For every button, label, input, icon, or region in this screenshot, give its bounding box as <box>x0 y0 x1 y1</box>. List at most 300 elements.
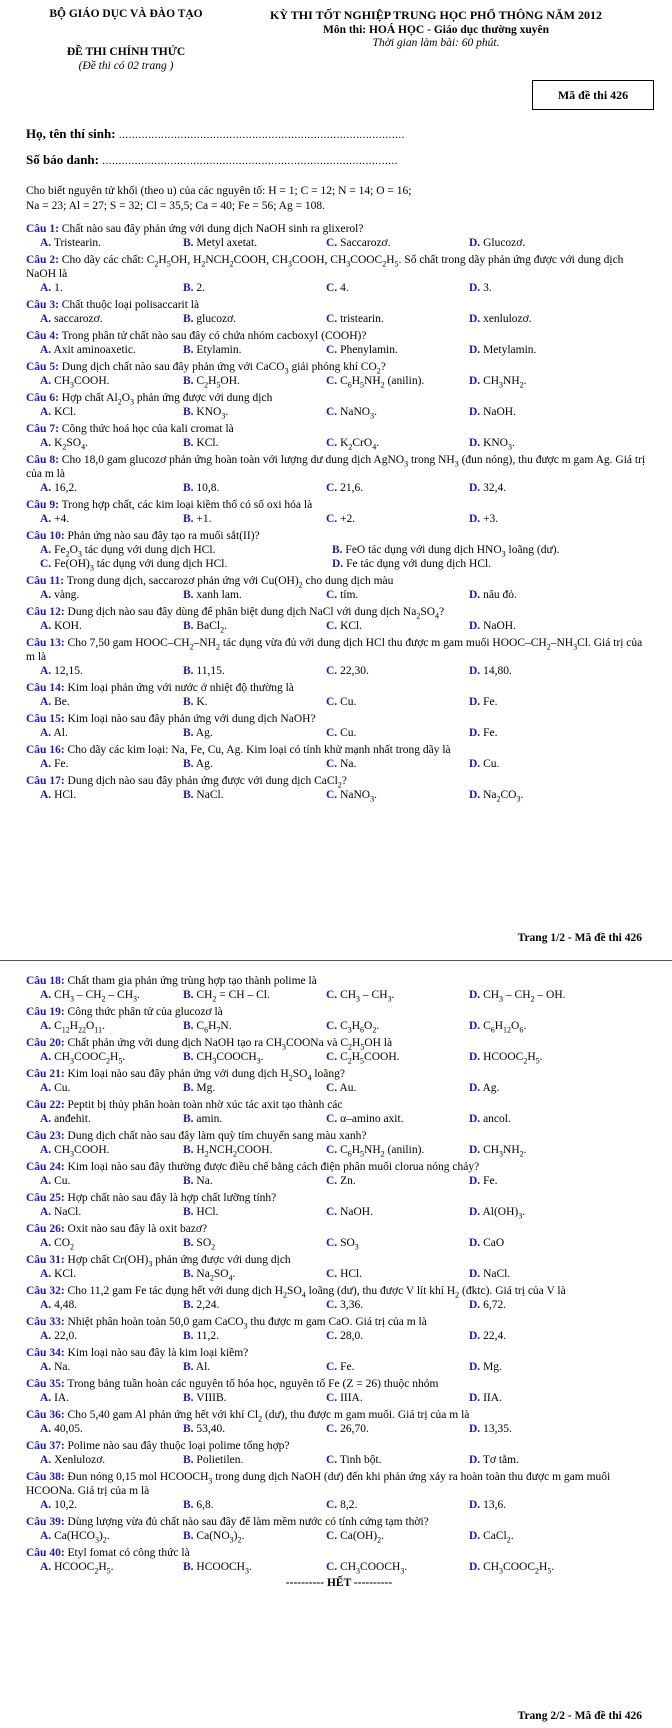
option-letter: C. <box>326 1051 338 1063</box>
question <box>26 253 652 295</box>
answer-options <box>26 1529 652 1543</box>
exam-title: KỲ THI TỐT NGHIỆP TRUNG HỌC PHỔ THÔNG NĂM 2012 <box>270 8 602 22</box>
answer-option <box>40 1112 183 1126</box>
question <box>26 1222 652 1250</box>
answer-options <box>26 281 652 295</box>
answer-option <box>40 481 183 495</box>
option-letter: C. <box>40 558 52 570</box>
option-letter: B. <box>183 989 194 1001</box>
question-text: Phản ứng nào sau đây tạo ra muối sắt(II)? <box>67 530 260 542</box>
question <box>26 1470 652 1512</box>
answer-option <box>40 405 183 419</box>
header-left <box>26 8 226 72</box>
option-text: +1. <box>196 513 212 525</box>
masses-line-2: Na = 23; Al = 27; S = 32; Cl = 35,5; Ca = 40; Fe = 56; Ag = 108. <box>26 200 326 212</box>
option-letter: D. <box>469 482 481 494</box>
question-stem <box>26 222 652 236</box>
answer-option <box>326 281 469 295</box>
answer-option <box>40 1236 183 1250</box>
question-label: Câu 8: <box>26 454 59 466</box>
answer-option <box>469 1498 612 1512</box>
option-text: xanh lam. <box>196 589 242 601</box>
option-letter: D. <box>469 1361 481 1373</box>
answer-option <box>40 1050 183 1064</box>
answer-option <box>40 436 183 450</box>
ministry-name: BỘ GIÁO DỤC VÀ ĐÀO TẠO <box>49 8 203 20</box>
option-letter: C. <box>326 313 338 325</box>
option-letter: A. <box>40 1561 52 1573</box>
option-letter: B. <box>183 589 194 601</box>
option-text: CaO <box>483 1237 505 1249</box>
answer-option <box>40 1081 183 1095</box>
option-text: 6,72. <box>483 1299 507 1311</box>
option-letter: C. <box>326 1268 338 1280</box>
answer-option <box>40 726 183 740</box>
question-stem <box>26 391 652 405</box>
option-letter: A. <box>40 313 52 325</box>
option-letter: A. <box>40 989 52 1001</box>
answer-option <box>40 1360 183 1374</box>
name-dots: ........................................................................................ <box>118 129 405 141</box>
question-text: Chất nào sau đây phản ứng với dung dịch NaOH sinh ra glixerol? <box>61 223 364 235</box>
end-marker: ---------- HẾT ---------- <box>285 1577 393 1589</box>
option-letter: D. <box>469 1299 481 1311</box>
question <box>26 636 652 678</box>
question-label: Câu 17: <box>26 775 65 787</box>
answer-option <box>183 788 326 802</box>
option-text: 4,48. <box>54 1299 78 1311</box>
question-stem <box>26 422 652 436</box>
question-stem <box>26 1098 652 1112</box>
option-text: $HCOOCH_3$. <box>196 1561 252 1576</box>
option-letter: B. <box>183 789 194 801</box>
option-text: 40,05. <box>54 1423 83 1435</box>
question <box>26 574 652 602</box>
option-text: 53,40. <box>196 1423 226 1435</box>
option-letter: D. <box>469 282 481 294</box>
option-letter: B. <box>183 375 194 387</box>
answer-option <box>469 1329 612 1343</box>
answer-options <box>26 405 652 419</box>
question-text: Trong hợp chất, các kim loại kiềm thổ có số oxi hóa là <box>61 499 313 511</box>
option-letter: C. <box>326 282 338 294</box>
option-letter: C. <box>326 406 338 418</box>
option-text: VIIIB. <box>196 1392 227 1404</box>
question-label: Câu 25: <box>26 1192 65 1204</box>
question-label: Câu 15: <box>26 713 65 725</box>
question-stem <box>26 1408 652 1422</box>
question <box>26 391 652 419</box>
question <box>26 298 652 326</box>
option-letter: D. <box>469 620 481 632</box>
question <box>26 1377 652 1405</box>
question-stem <box>26 1129 652 1143</box>
answer-option <box>469 1360 612 1374</box>
answer-option <box>469 726 612 740</box>
option-letter: D. <box>469 1499 481 1511</box>
answer-option <box>469 664 612 678</box>
answer-option <box>326 1081 469 1095</box>
option-letter: D. <box>469 513 481 525</box>
question <box>26 360 652 388</box>
option-letter: A. <box>40 1299 52 1311</box>
question-stem <box>26 253 652 281</box>
option-text: $CH_2$ = CH – Cl. <box>196 989 270 1004</box>
option-text: $SO_2$ <box>196 1237 216 1252</box>
option-text: 13,6. <box>483 1499 507 1511</box>
question-text: Cho 5,40 gam Al phản ứng hết với khí $Cl_2$ (dư), thu được m gam muối. Giá trị của m là <box>67 1409 470 1424</box>
answer-option <box>183 281 326 295</box>
question-stem <box>26 743 652 757</box>
answer-option <box>183 1529 326 1543</box>
option-text: 8,2. <box>340 1499 358 1511</box>
answer-options <box>26 1081 652 1095</box>
answer-option <box>469 788 612 802</box>
option-text: $Ca(NO_3)_2$. <box>196 1530 245 1545</box>
option-text: IIA. <box>483 1392 502 1404</box>
answer-option <box>183 1560 326 1574</box>
option-letter: D. <box>469 696 481 708</box>
answer-option <box>469 1019 612 1033</box>
answer-option <box>183 1391 326 1405</box>
question <box>26 498 652 526</box>
option-letter: A. <box>40 665 52 677</box>
answer-option <box>40 281 183 295</box>
option-letter: D. <box>469 1561 481 1573</box>
option-text: α–amino axit. <box>340 1113 404 1125</box>
answer-option <box>40 343 183 357</box>
option-text: FeO tác dụng với dung dịch $HNO_3$ loãng (dư). <box>345 544 560 559</box>
option-text: 10,2. <box>54 1499 78 1511</box>
answer-option <box>469 1174 612 1188</box>
option-text: 11,15. <box>196 665 225 677</box>
id-dots: ........................................................................................... <box>102 155 398 167</box>
answer-option <box>40 312 183 326</box>
question-text: Kim loại nào sau đây phản ứng với dung dịch NaOH? <box>67 713 316 725</box>
option-text: 21,6. <box>340 482 364 494</box>
option-text: $K_2CrO_4$. <box>340 437 380 452</box>
answer-option <box>326 664 469 678</box>
question-stem <box>26 360 652 374</box>
option-text: Tinh bột. <box>339 1454 382 1466</box>
page-footer: Trang 2/2 - Mã đề thi 426 <box>517 1710 642 1722</box>
option-text: $CH_3COOH$. <box>54 375 110 390</box>
answer-option <box>40 1329 183 1343</box>
answer-options <box>26 588 652 602</box>
option-text: $HCOOC_2H_5$. <box>483 1051 543 1066</box>
question <box>26 1439 652 1467</box>
option-text: xenlulozơ. <box>483 313 532 325</box>
answer-option <box>469 1453 612 1467</box>
option-letter: C. <box>326 665 338 677</box>
option-text: Fe. <box>483 1175 498 1187</box>
question-stem <box>26 1346 652 1360</box>
option-letter: C. <box>326 1082 338 1094</box>
question-stem <box>26 1005 652 1019</box>
question-text: Chất tham gia phản ứng trùng hợp tạo thành polime là <box>67 975 317 987</box>
option-text: Tristearin. <box>53 237 102 249</box>
answer-option <box>326 1298 469 1312</box>
option-text: NaCl. <box>483 1268 511 1280</box>
question-stem <box>26 1315 652 1329</box>
question-stem <box>26 1439 652 1453</box>
answer-option <box>469 436 612 450</box>
answer-option <box>326 481 469 495</box>
answer-option <box>183 1267 326 1281</box>
question-label: Câu 5: <box>26 361 59 373</box>
question <box>26 1546 652 1574</box>
answer-options <box>26 1560 652 1574</box>
answer-option <box>183 436 326 450</box>
answer-option <box>469 988 612 1002</box>
answer-option <box>326 374 469 388</box>
question-label: Câu 37: <box>26 1440 65 1452</box>
option-letter: D. <box>469 1423 481 1435</box>
option-text: 22,30. <box>340 665 369 677</box>
option-letter: B. <box>183 758 194 770</box>
option-text: Na. <box>54 1361 71 1373</box>
answer-options <box>26 512 652 526</box>
answer-option <box>469 512 612 526</box>
option-letter: B. <box>183 406 194 418</box>
option-text: $Ca(HCO_3)_2$. <box>54 1530 110 1545</box>
option-letter: C. <box>326 1020 338 1032</box>
answer-option <box>326 405 469 419</box>
option-text: $CH_3 - CH_2$ – OH. <box>483 989 566 1004</box>
question-stem <box>26 498 652 512</box>
option-text: Fe. <box>483 727 498 739</box>
option-letter: B. <box>183 1268 194 1280</box>
answer-options <box>26 1236 652 1250</box>
option-letter: B. <box>183 237 194 249</box>
answer-options <box>26 1422 652 1436</box>
answer-option <box>40 757 183 771</box>
answer-option <box>326 1329 469 1343</box>
answer-option <box>40 695 183 709</box>
answer-options <box>26 236 652 250</box>
option-text: 10,8. <box>196 482 220 494</box>
question-text: Cho dãy các chất: $C_2H_5OH$, $H_2NCH_2COOH$, $CH_3COOH$, $CH_3COOC_2H_5$. Số chất trong dãy phản ứng được với dung dịch NaOH là <box>26 254 624 280</box>
question-text: Dung dịch chất nào sau đây phản ứng với CaCO$_3$ giải phóng khí $CO_2$? <box>61 361 386 376</box>
option-letter: D. <box>469 758 481 770</box>
option-text: NaCl. <box>196 789 224 801</box>
question-stem <box>26 529 652 543</box>
option-text: Saccarozơ. <box>340 237 391 249</box>
option-text: Al. <box>195 1361 211 1373</box>
answer-options <box>26 1205 652 1219</box>
option-letter: D. <box>469 1530 481 1542</box>
question <box>26 1036 652 1064</box>
option-text: $CO_2$ <box>54 1237 75 1252</box>
question <box>26 1284 652 1312</box>
question <box>26 1253 652 1281</box>
option-text: $CH_3COOC_2H_5$. <box>483 1561 555 1576</box>
question-label: Câu 31: <box>26 1254 65 1266</box>
option-letter: C. <box>326 344 338 356</box>
atomic-masses <box>26 184 652 214</box>
option-text: $KNO_3$. <box>196 406 229 421</box>
question <box>26 329 652 357</box>
answer-option <box>40 619 183 633</box>
answer-options <box>26 436 652 450</box>
option-text: HCl. <box>54 789 77 801</box>
answer-option <box>469 312 612 326</box>
option-letter: A. <box>40 589 52 601</box>
answer-option <box>183 512 326 526</box>
option-letter: C. <box>326 1237 338 1249</box>
option-text: 28,0. <box>340 1330 364 1342</box>
option-text: 6,8. <box>196 1499 214 1511</box>
answer-option <box>326 1529 469 1543</box>
answer-option <box>469 1112 612 1126</box>
option-text: anđehit. <box>54 1113 91 1125</box>
question <box>26 1129 652 1157</box>
option-text: Fe tác dụng với dung dịch HCl. <box>346 558 492 570</box>
option-letter: A. <box>40 1499 52 1511</box>
answer-option <box>469 1267 612 1281</box>
option-letter: C. <box>326 1530 338 1542</box>
option-letter: D. <box>469 1330 481 1342</box>
option-letter: B. <box>183 620 194 632</box>
option-text: 1. <box>54 282 63 294</box>
option-text: $HCOOC_2H_5$. <box>54 1561 114 1576</box>
answer-option <box>332 557 624 571</box>
option-letter: B. <box>183 1020 194 1032</box>
option-text: $CH_3COOH$. <box>54 1144 110 1159</box>
option-letter: D. <box>469 1392 481 1404</box>
option-letter: B. <box>183 1144 194 1156</box>
option-text: $Ca(OH)_2$. <box>340 1530 384 1545</box>
question-label: Câu 34: <box>26 1347 65 1359</box>
answer-option <box>183 757 326 771</box>
question <box>26 1067 652 1095</box>
option-letter: A. <box>40 344 52 356</box>
option-text: HCl. <box>340 1268 363 1280</box>
answer-option <box>332 543 624 557</box>
answer-option <box>183 481 326 495</box>
option-text: NaOH. <box>340 1206 373 1218</box>
option-text: Xenlulozơ. <box>54 1454 106 1466</box>
option-text: $C_{12}H_{22}O_{11}$. <box>54 1020 105 1035</box>
option-letter: A. <box>40 437 52 449</box>
option-letter: A. <box>40 696 52 708</box>
question-text: Dung dịch chất nào sau đây làm quỳ tím chuyển sang màu xanh? <box>67 1130 367 1142</box>
option-letter: B. <box>183 437 194 449</box>
option-text: Na. <box>196 1175 213 1187</box>
question-stem <box>26 636 652 664</box>
option-text: 26,70. <box>340 1423 369 1435</box>
option-text: $Na_2CO_3$. <box>483 789 524 804</box>
answer-option <box>469 1298 612 1312</box>
question-text: Kim loại nào sau đây là kim loại kiềm? <box>67 1347 249 1359</box>
answer-option <box>183 1174 326 1188</box>
question <box>26 1346 652 1374</box>
question-stem <box>26 681 652 695</box>
answer-option <box>469 281 612 295</box>
answer-option <box>40 1143 183 1157</box>
option-letter: A. <box>40 1392 52 1404</box>
option-text: tristearin. <box>340 313 384 325</box>
answer-option <box>40 236 183 250</box>
question <box>26 1315 652 1343</box>
question-label: Câu 32: <box>26 1285 65 1297</box>
answer-option <box>183 726 326 740</box>
option-letter: D. <box>469 1237 481 1249</box>
question-stem <box>26 1036 652 1050</box>
answer-option <box>469 1081 612 1095</box>
option-letter: D. <box>469 989 481 1001</box>
question-stem <box>26 1284 652 1298</box>
answer-option <box>40 1560 183 1574</box>
answer-option <box>40 1391 183 1405</box>
option-letter: D. <box>469 313 481 325</box>
option-text: Zn. <box>340 1175 356 1187</box>
option-text: Cu. <box>483 758 500 770</box>
question-text: Dung dịch nào sau đây phản ứng được với dung dịch CaCl$_2$? <box>67 775 347 790</box>
answer-options <box>26 788 652 802</box>
answer-option <box>326 1453 469 1467</box>
answer-option <box>40 1498 183 1512</box>
answer-option <box>469 1391 612 1405</box>
answer-option <box>326 1050 469 1064</box>
option-letter: B. <box>183 1561 194 1573</box>
question-list-page-1 <box>26 222 652 805</box>
answer-option <box>326 1391 469 1405</box>
answer-option <box>469 695 612 709</box>
option-letter: D. <box>469 1206 481 1218</box>
option-letter: D. <box>469 1020 481 1032</box>
question-stem <box>26 1191 652 1205</box>
answer-option <box>326 988 469 1002</box>
option-letter: C. <box>326 789 338 801</box>
option-letter: C. <box>326 1330 338 1342</box>
question-stem <box>26 1253 652 1267</box>
answer-option <box>326 1267 469 1281</box>
option-letter: D. <box>469 406 481 418</box>
option-letter: B. <box>332 544 343 556</box>
masses-line-1: Cho biết nguyên tử khối (theo u) của các nguyên tố: H = 1; C = 12; N = 14; O = 16; <box>26 185 412 197</box>
question-label: Câu 18: <box>26 975 65 987</box>
question-text: Cho dãy các kim loại: Na, Fe, Cu, Ag. Kim loại có tính khử mạnh nhất trong dãy là <box>67 744 451 756</box>
question-text: Kim loại nào sau đây phản ứng với dung dịch $H_2SO_4$ loãng? <box>67 1068 345 1083</box>
answer-options <box>26 1453 652 1467</box>
option-letter: B. <box>183 1392 194 1404</box>
answer-option <box>326 1360 469 1374</box>
question-text: Hợp chất $Cr(OH)_3$ phản ứng được với dung dịch <box>67 1254 291 1269</box>
answer-option <box>469 757 612 771</box>
option-text: Na. <box>340 758 357 770</box>
option-letter: A. <box>40 1175 52 1187</box>
answer-options <box>26 1298 652 1312</box>
option-text: BaCl$_2$. <box>196 620 227 635</box>
answer-options <box>26 374 652 388</box>
answer-option <box>469 1143 612 1157</box>
question-stem <box>26 605 652 619</box>
question <box>26 1005 652 1033</box>
answer-option <box>469 343 612 357</box>
question-label: Câu 19: <box>26 1006 65 1018</box>
question-stem <box>26 1222 652 1236</box>
option-letter: B. <box>183 513 194 525</box>
option-text: Mg. <box>483 1361 502 1373</box>
option-letter: A. <box>40 1113 52 1125</box>
answer-option <box>469 1529 612 1543</box>
answer-option <box>326 1143 469 1157</box>
option-letter: B. <box>183 1175 194 1187</box>
answer-option <box>40 1205 183 1219</box>
answer-options <box>26 1143 652 1157</box>
answer-options <box>26 619 652 633</box>
